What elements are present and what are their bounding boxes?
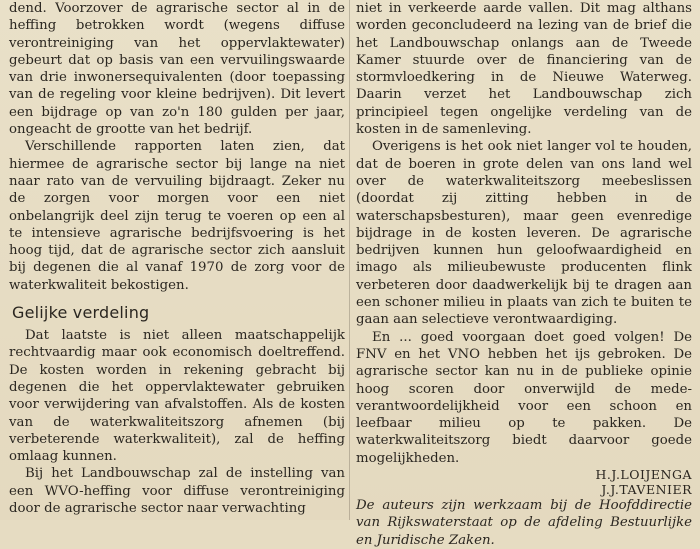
paragraph: Bij het Landbouwschap zal de instelling van een WVO-heffing voor diffuse verontreiniging door de agrarische sector naar verwachting xyxy=(9,466,345,517)
author-signatures xyxy=(356,467,692,497)
paragraph: Overigens is het ook niet langer vol te houden, dat de boeren in grote delen van ons land wel over de waterkwaliteitszorg meebeslissen (doordat zij zitting hebben in de waterschapsbesturen), maar geen evenredige bijdrage in de kosten leveren. De agrarische bedrijven kunnen hun geloofwaardigheid en imago als milieubewuste producenten flink verbeteren door daadwerkelijk bij te dragen aan een schoner milieu in plaats van zich te buiten te gaan aan selectieve verontwaardiging. xyxy=(356,139,692,328)
paragraph: dend. Voorzover de agrarische sector al in de heffing betrokken wordt (wegens diffuse verontreiniging van het oppervlaktewater) gebeurt dat op basis van een vervuilingswaarde van drie inwonersequivalenten (door toepassing van de regeling voor kleine bedrijven). Dit levert een bijdrage op van zo'n 180 gulden per jaar, ongeacht de grootte van het bedrijf. xyxy=(9,1,345,138)
author-footnote: De auteurs zijn werkzaam bij de Hoofddirectie van Rijkswaterstaat op de afdeling Bestuurlijke en Juridische Zaken. xyxy=(356,498,692,548)
right-column xyxy=(356,0,692,549)
column-divider xyxy=(349,0,350,520)
paragraph: Dat laatste is niet alleen maatschappelijk rechtvaardig maar ook economisch doeltreffend. De kosten worden in rekening gebracht bij degenen die het oppervlaktewater gebruiken voor verwijdering van afvalstoffen. Als de kosten van de waterkwaliteitszorg afnemen (bij verbeterende waterkwaliteit), zal de heffing omlaag kunnen. xyxy=(9,328,345,465)
paragraph: En ... goed voorgaan doet goed volgen! De FNV en het VNO hebben het ijs gebroken. De agrarische sector kan nu in de publieke opinie hoog scoren door onverwijld de mede-verantwoordelijkheid voor een schoon en leefbaar milieu op te pakken. De waterkwaliteitszorg biedt daarvoor goede mogelijkheden. xyxy=(356,329,692,466)
paragraph: Verschillende rapporten laten zien, dat hiermee de agrarische sector bij lange na niet naar rato van de vervuiling bijdraagt. Zeker nu de zorgen voor morgen voor een niet onbelangrijk deel zijn terug te voeren op een al te intensieve agrarische bedrijfsvoering is het hoog tijd, dat de agrarische sector zich aansluit bij degenen die al vanaf 1970 de zorg voor de waterkwaliteit bekostigen. xyxy=(9,139,345,293)
author-name: H.J.LOIJENGA xyxy=(595,467,692,483)
left-column xyxy=(9,0,345,517)
section-heading: Gelijke verdeling xyxy=(12,303,150,323)
paragraph: niet in verkeerde aarde vallen. Dit mag althans worden geconcludeerd na lezing van de brief die het Landbouwschap onlangs aan de Tweede Kamer stuurde over de financiering van de stormvloedkering in de Nieuwe Waterweg. Daarin verzet het Landbouwschap zich principieel tegen ongelijke verdeling van de kosten in de samenleving. xyxy=(356,1,692,138)
author-name: J.J.TAVENIER xyxy=(601,482,692,498)
